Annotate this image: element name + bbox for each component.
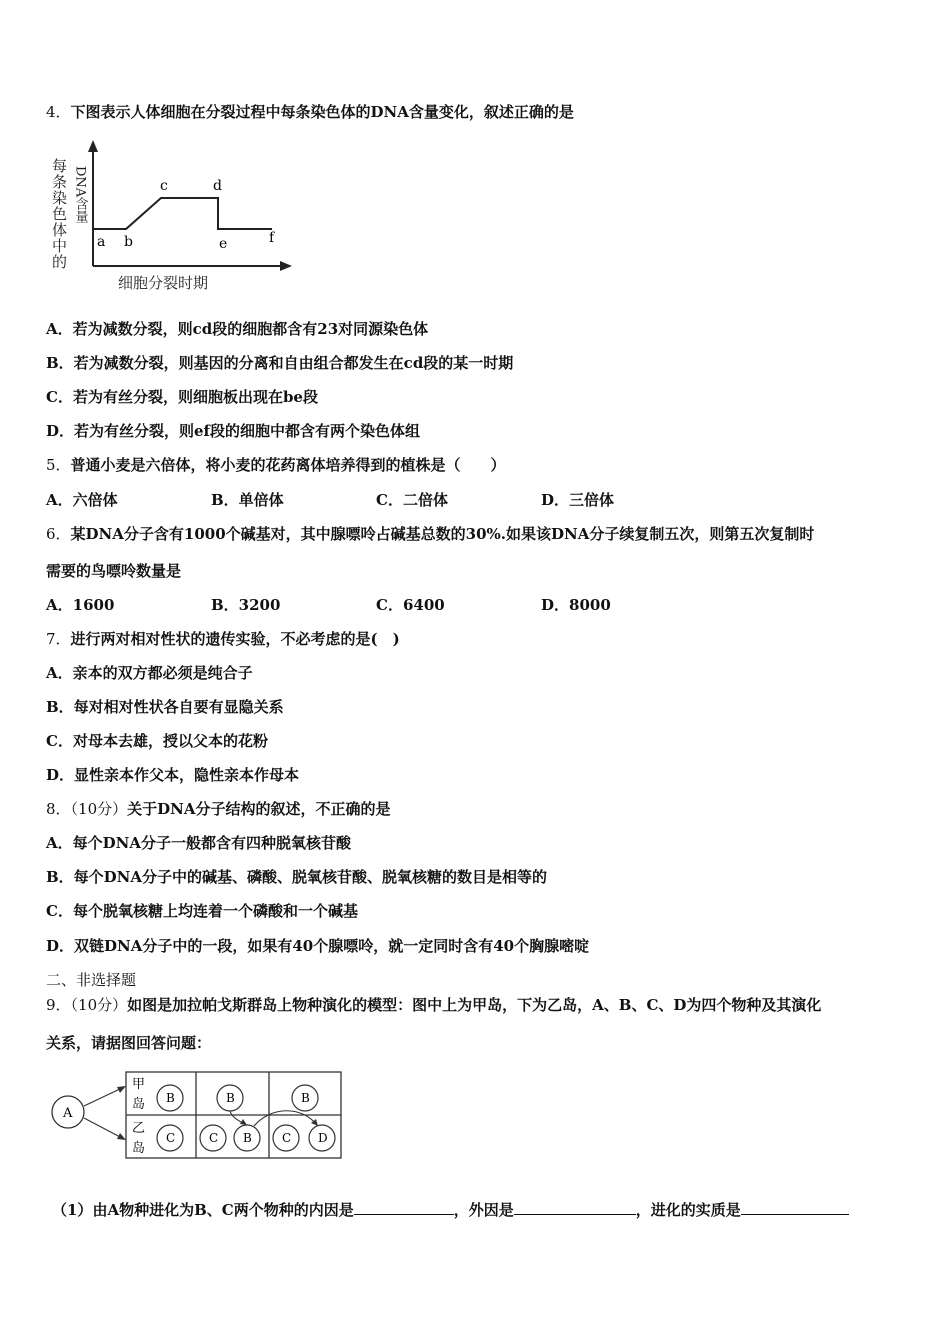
question-score: （10分） [70, 800, 128, 818]
question-score: （10分） [70, 996, 128, 1014]
question-text: 如图是加拉帕戈斯群岛上物种演化的模型：图中上为甲岛，下为乙岛，A、B、C、D为四个物种及其演化 [127, 996, 822, 1014]
arrow-head-top [117, 1086, 126, 1093]
island-top-label-1: 甲 [132, 1077, 146, 1092]
q7-option-b: B．每对相对性状各自要有显隐关系 [46, 698, 284, 716]
island-top-label-2: 岛 [132, 1097, 146, 1112]
x-axis-label: 细胞分裂时期 [118, 274, 209, 292]
q5-option-c: C．二倍体 [376, 491, 448, 509]
sub-question-part-3: ，进化的实质是 [635, 1201, 741, 1219]
q7-option-d: D．显性亲本作父本，隐性亲本作母本 [46, 766, 300, 784]
q4-option-b: B．若为减数分裂，则基因的分离和自由组合都发生在cd段的某一时期 [46, 354, 514, 372]
point-b: b [124, 234, 133, 250]
island-evolution-diagram [46, 1068, 346, 1168]
q6-option-c: C．6400 [376, 596, 445, 614]
question-number: 6． [46, 525, 71, 543]
answer-blank-1[interactable] [354, 1200, 454, 1215]
bottom-species-1-label: C [166, 1131, 176, 1145]
q5-option-a: A．六倍体 [46, 491, 118, 509]
bottom-species-2-label: C [209, 1131, 219, 1145]
point-a: a [97, 234, 106, 250]
q4-option-c: C．若为有丝分裂，则细胞板出现在be段 [46, 388, 318, 406]
top-species-1-label: B [166, 1091, 175, 1105]
question-number: 5． [46, 456, 71, 474]
q5-option-b: B．单倍体 [211, 491, 284, 509]
top-species-2-label: B [226, 1091, 235, 1105]
question-number: 4． [46, 103, 71, 121]
question-text: 进行两对相对性状的遗传实验，不必考虑的是( ) [70, 630, 400, 648]
question-7 [46, 629, 400, 649]
bottom-species-3-label: B [243, 1131, 252, 1145]
question-text: 下图表示人体细胞在分裂过程中每条染色体的DNA含量变化，叙述正确的是 [70, 103, 574, 121]
q4-option-a: A．若为减数分裂，则cd段的细胞都含有23对同源染色体 [46, 320, 429, 338]
arrow-head-bottom [117, 1133, 126, 1140]
point-d: d [213, 178, 222, 194]
question-text: 某DNA分子含有1000个碱基对，其中腺嘌呤占碱基总数的30%.如果该DNA分子续复制五次，则第五次复制时 [70, 525, 815, 543]
q8-option-d: D．双链DNA分子中的一段，如果有40个腺嘌呤，就一定同时含有40个胸腺嘧啶 [46, 937, 590, 955]
question-9-sub-1 [52, 1200, 849, 1220]
answer-blank-2[interactable] [514, 1200, 636, 1215]
point-f: f [269, 230, 275, 246]
question-9 [46, 995, 821, 1015]
question-number: 7． [46, 630, 71, 648]
island-bottom-label-2: 岛 [132, 1141, 146, 1156]
species-a-label: A [63, 1106, 73, 1121]
q6-option-a: A．1600 [46, 596, 115, 614]
island-bottom-label-1: 乙 [132, 1121, 146, 1136]
question-5 [46, 455, 506, 475]
top-species-3-label: B [301, 1091, 310, 1105]
q8-option-a: A．每个DNA分子一般都含有四种脱氧核苷酸 [46, 834, 351, 852]
y-axis-arrow [88, 140, 98, 152]
q4-option-d: D．若为有丝分裂，则ef段的细胞中都含有两个染色体组 [46, 422, 421, 440]
question-text: 关于DNA分子结构的叙述，不正确的是 [127, 800, 391, 818]
bottom-species-5-label: D [318, 1131, 328, 1145]
point-e: e [219, 236, 228, 252]
answer-blank-3[interactable] [741, 1200, 849, 1215]
section-heading: 二、非选择题 [46, 971, 137, 989]
q5-option-d: D．三倍体 [541, 491, 615, 509]
sub-question-part-1: 由A物种进化为B、C两个物种的内因是 [92, 1201, 354, 1219]
sub-question-label: （1） [52, 1201, 93, 1219]
dna-curve [93, 198, 272, 229]
y-axis-label-b: DNA含量 [72, 166, 88, 224]
question-text: 普通小麦是六倍体，将小麦的花药离体培养得到的植株是（ ） [70, 456, 506, 474]
question-number: 8． [46, 800, 71, 818]
question-6 [46, 524, 814, 544]
q7-option-c: C．对母本去雄，授以父本的花粉 [46, 732, 268, 750]
x-axis-arrow [280, 261, 292, 271]
q7-option-a: A．亲本的双方都必须是纯合子 [46, 664, 253, 682]
arrow-a-to-bottom [84, 1118, 122, 1138]
question-6-cont: 需要的鸟嘌呤数量是 [46, 562, 182, 580]
q8-option-b: B．每个DNA分子中的碱基、磷酸、脱氧核苷酸、脱氧核糖的数目是相等的 [46, 868, 548, 886]
bottom-species-4-label: C [282, 1131, 292, 1145]
question-8 [46, 799, 391, 819]
dna-content-graph [46, 138, 306, 298]
question-number: 9． [46, 996, 71, 1014]
question-4 [46, 102, 574, 122]
sub-question-part-2: ，外因是 [453, 1201, 514, 1219]
y-axis-label-a: 每条染色体中的 [50, 158, 68, 270]
question-9-cont: 关系，请据图回答问题： [46, 1034, 212, 1052]
migration-arrow-right [254, 1111, 316, 1126]
q8-option-c: C．每个脱氧核糖上均连着一个磷酸和一个碱基 [46, 902, 358, 920]
point-c: c [160, 178, 168, 194]
arrow-a-to-top [84, 1088, 122, 1106]
q6-option-d: D．8000 [541, 596, 611, 614]
q6-option-b: B．3200 [211, 596, 281, 614]
